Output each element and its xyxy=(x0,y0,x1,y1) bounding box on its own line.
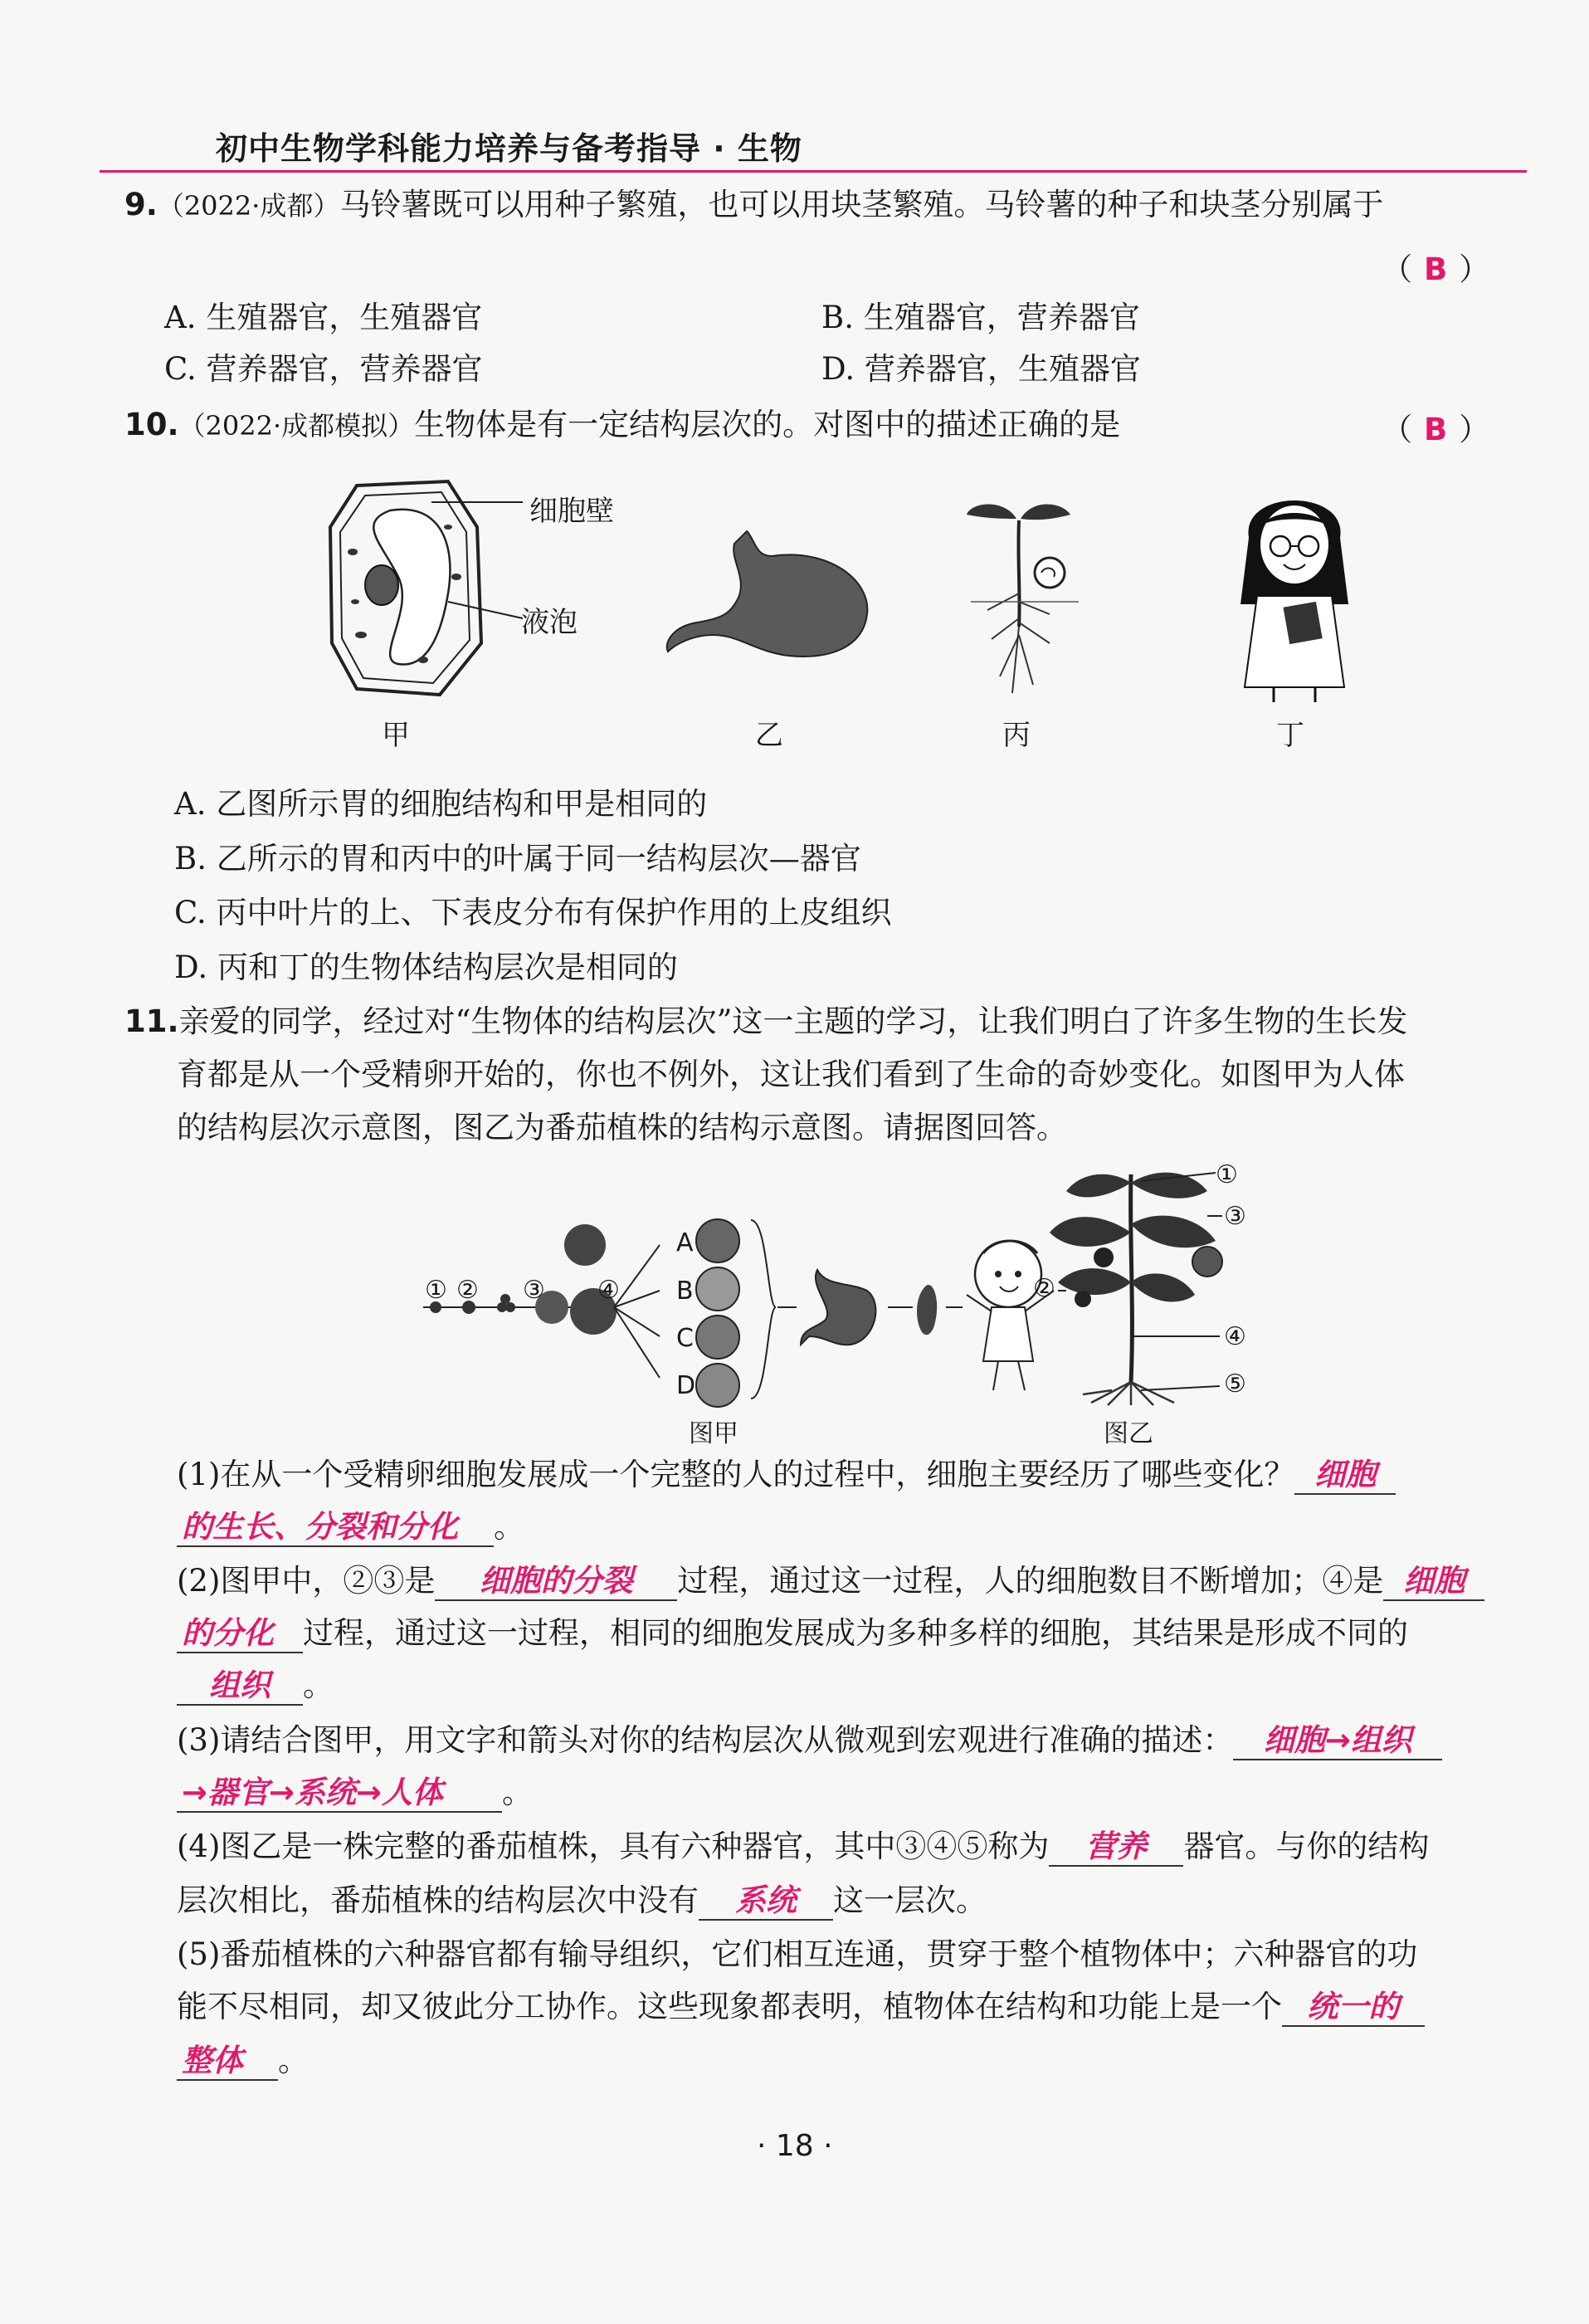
header-rule xyxy=(100,170,1527,173)
q11-p2-line-1: (2)图甲中，②③是 细胞的分裂 过程，通过这一过程，人的细胞数目不断增加；④是 细胞 xyxy=(177,1560,1484,1602)
q11-p2-line-2: 的分化 过程，通过这一过程，相同的细胞发展成为多种多样的细胞，其结果是形成不同的 xyxy=(177,1613,1408,1654)
q10-stem-line xyxy=(124,404,1120,447)
q11-p3-line-1: (3)请结合图甲，用文字和箭头对你的结构层次从微观到宏观进行准确的描述： 细胞→组织 xyxy=(177,1720,1442,1761)
q11-p3-answer-a: 细胞→组织 xyxy=(1233,1722,1442,1760)
q10-option-d: D. 丙和丁的生物体结构层次是相同的 xyxy=(174,950,678,985)
q11-p2-answer-2b: 的分化 xyxy=(177,1615,303,1653)
q10-option-c: C. 丙中叶片的上、下表皮分布有保护作用的上皮组织 xyxy=(174,895,892,930)
fig-jia-circle-2: ② xyxy=(456,1276,479,1305)
q9-answer-paren: （ B ） xyxy=(1382,251,1490,287)
q11-number: 11. xyxy=(124,1003,179,1039)
fig-jia-circle-3: ③ xyxy=(523,1276,545,1305)
page-number: · 18 · xyxy=(757,2129,833,2163)
fig-jia-label-c: C xyxy=(676,1324,694,1353)
fig-yi-circle-5: ⑤ xyxy=(1224,1370,1246,1399)
q9-option-a: A. 生殖器官，生殖器官 xyxy=(164,300,483,335)
label-cell-wall: 细胞壁 xyxy=(529,495,614,528)
q11-p5-line-2: 能不尽相同，却又彼此分工协作。这些现象都表明，植物体在结构和功能上是一个 统一的 xyxy=(177,1986,1425,2028)
q11-p1-answer-a: 细胞 xyxy=(1294,1457,1396,1495)
q11-stem-l1: 亲爱的同学，经过对“生物体的结构层次”这一主题的学习，让我们明白了许多生物的生长发 xyxy=(178,1003,1408,1039)
fig-yi-circle-2: ② xyxy=(1033,1274,1055,1303)
q11-p3-line-2: →器官→系统→人体 。 xyxy=(177,1772,533,1814)
q11-p4-line-1: (4)图乙是一株完整的番茄植株，具有六种器官，其中③④⑤称为 营养 器官。与你的结构 xyxy=(177,1826,1429,1868)
q9-answer: B xyxy=(1424,251,1448,287)
q11-stem-line-2: 育都是从一个受精卵开始的，你也不例外，这让我们看到了生命的奇妙变化。如图甲为人体 xyxy=(177,1057,1405,1092)
q11-p4-line-2: 层次相比，番茄植株的结构层次中没有 系统 这一层次。 xyxy=(177,1880,987,1921)
q9-stem: 马铃薯既可以用种子繁殖，也可以用块茎繁殖。马铃薯的种子和块茎分别属于 xyxy=(339,187,1384,222)
label-bing: 丙 xyxy=(1002,719,1031,752)
q9-option-d: D. 营养器官，生殖器官 xyxy=(821,351,1141,387)
q11-p2-line-3: 组织 。 xyxy=(177,1665,334,1706)
fig-jia-label-b: B xyxy=(676,1277,694,1306)
fig-jia-label-d: D xyxy=(676,1371,696,1400)
q9-source: （2022·成都） xyxy=(157,190,340,222)
q11-p4-answer-1: 营养 xyxy=(1049,1828,1183,1867)
fig-jia-caption: 图甲 xyxy=(689,1419,738,1448)
q11-p2-answer-3: 组织 xyxy=(177,1667,303,1706)
girl-figure xyxy=(1224,480,1365,704)
label-vacuole: 液泡 xyxy=(521,606,578,639)
q11-p5-line-1: (5)番茄植株的六种器官都有输导组织，它们相互连通，贯穿于整个植物体中；六种器官的功 xyxy=(177,1936,1418,1972)
q9-stem-line xyxy=(124,184,1383,227)
q10-source: （2022·成都模拟） xyxy=(178,410,415,442)
q11-p1-line-1: (1)在从一个受精卵细胞发展成一个完整的人的过程中，细胞主要经历了哪些变化？ 细胞 xyxy=(177,1454,1396,1496)
q9-number: 9. xyxy=(124,187,158,222)
tomato-plant-figure xyxy=(1033,1158,1240,1407)
q11-p2-answer-1: 细胞的分裂 xyxy=(435,1563,677,1601)
q10-option-a: A. 乙图所示胃的细胞结构和甲是相同的 xyxy=(174,786,708,822)
fig-yi-circle-4: ④ xyxy=(1224,1322,1246,1351)
q11-stem-line-1 xyxy=(124,1001,1407,1042)
q11-p5-answer-a: 统一的 xyxy=(1282,1989,1425,2027)
q11-p1-answer-b: 的生长、分裂和分化 xyxy=(177,1509,494,1547)
plant-cell-figure xyxy=(324,477,490,701)
q11-p2-answer-2a: 细胞 xyxy=(1383,1563,1484,1601)
label-yi: 乙 xyxy=(755,719,783,752)
q10-number: 10. xyxy=(124,407,179,442)
q9-option-b: B. 生殖器官，营养器官 xyxy=(821,300,1140,335)
q11-p5-answer-b: 整体 xyxy=(177,2043,278,2081)
q10-answer: B xyxy=(1424,412,1448,447)
q10-answer-paren: （ B ） xyxy=(1382,412,1490,447)
fig-jia-label-a: A xyxy=(676,1228,694,1257)
q11-stem-line-3: 的结构层次示意图，图乙为番茄植株的结构示意图。请据图回答。 xyxy=(177,1110,1067,1145)
fig-yi-circle-3: ③ xyxy=(1224,1202,1246,1231)
q10-stem: 生物体是有一定结构层次的。对图中的描述正确的是 xyxy=(414,407,1121,442)
fig-jia-circle-4: ④ xyxy=(597,1276,620,1305)
fig-jia-circle-1: ① xyxy=(425,1276,447,1305)
q11-p3-answer-b: →器官→系统→人体 xyxy=(177,1775,502,1813)
seedling-figure xyxy=(954,494,1095,697)
q9-option-c: C. 营养器官，营养器官 xyxy=(164,351,483,387)
label-jia: 甲 xyxy=(382,719,410,752)
fig-yi-caption: 图乙 xyxy=(1104,1419,1153,1448)
page-header-title: 初中生物学科能力培养与备考指导 · 生物 xyxy=(216,130,802,167)
fig-yi-circle-1: ① xyxy=(1216,1160,1238,1189)
label-ding: 丁 xyxy=(1276,719,1304,752)
q10-option-b: B. 乙所示的胃和丙中的叶属于同一结构层次—器官 xyxy=(174,841,861,876)
stomach-figure xyxy=(664,523,880,664)
human-levels-figure xyxy=(419,1204,1083,1411)
q11-p5-line-3: 整体 。 xyxy=(177,2040,309,2082)
q11-p1-line-2: 的生长、分裂和分化 。 xyxy=(177,1506,524,1548)
q11-p4-answer-2: 系统 xyxy=(699,1882,833,1921)
